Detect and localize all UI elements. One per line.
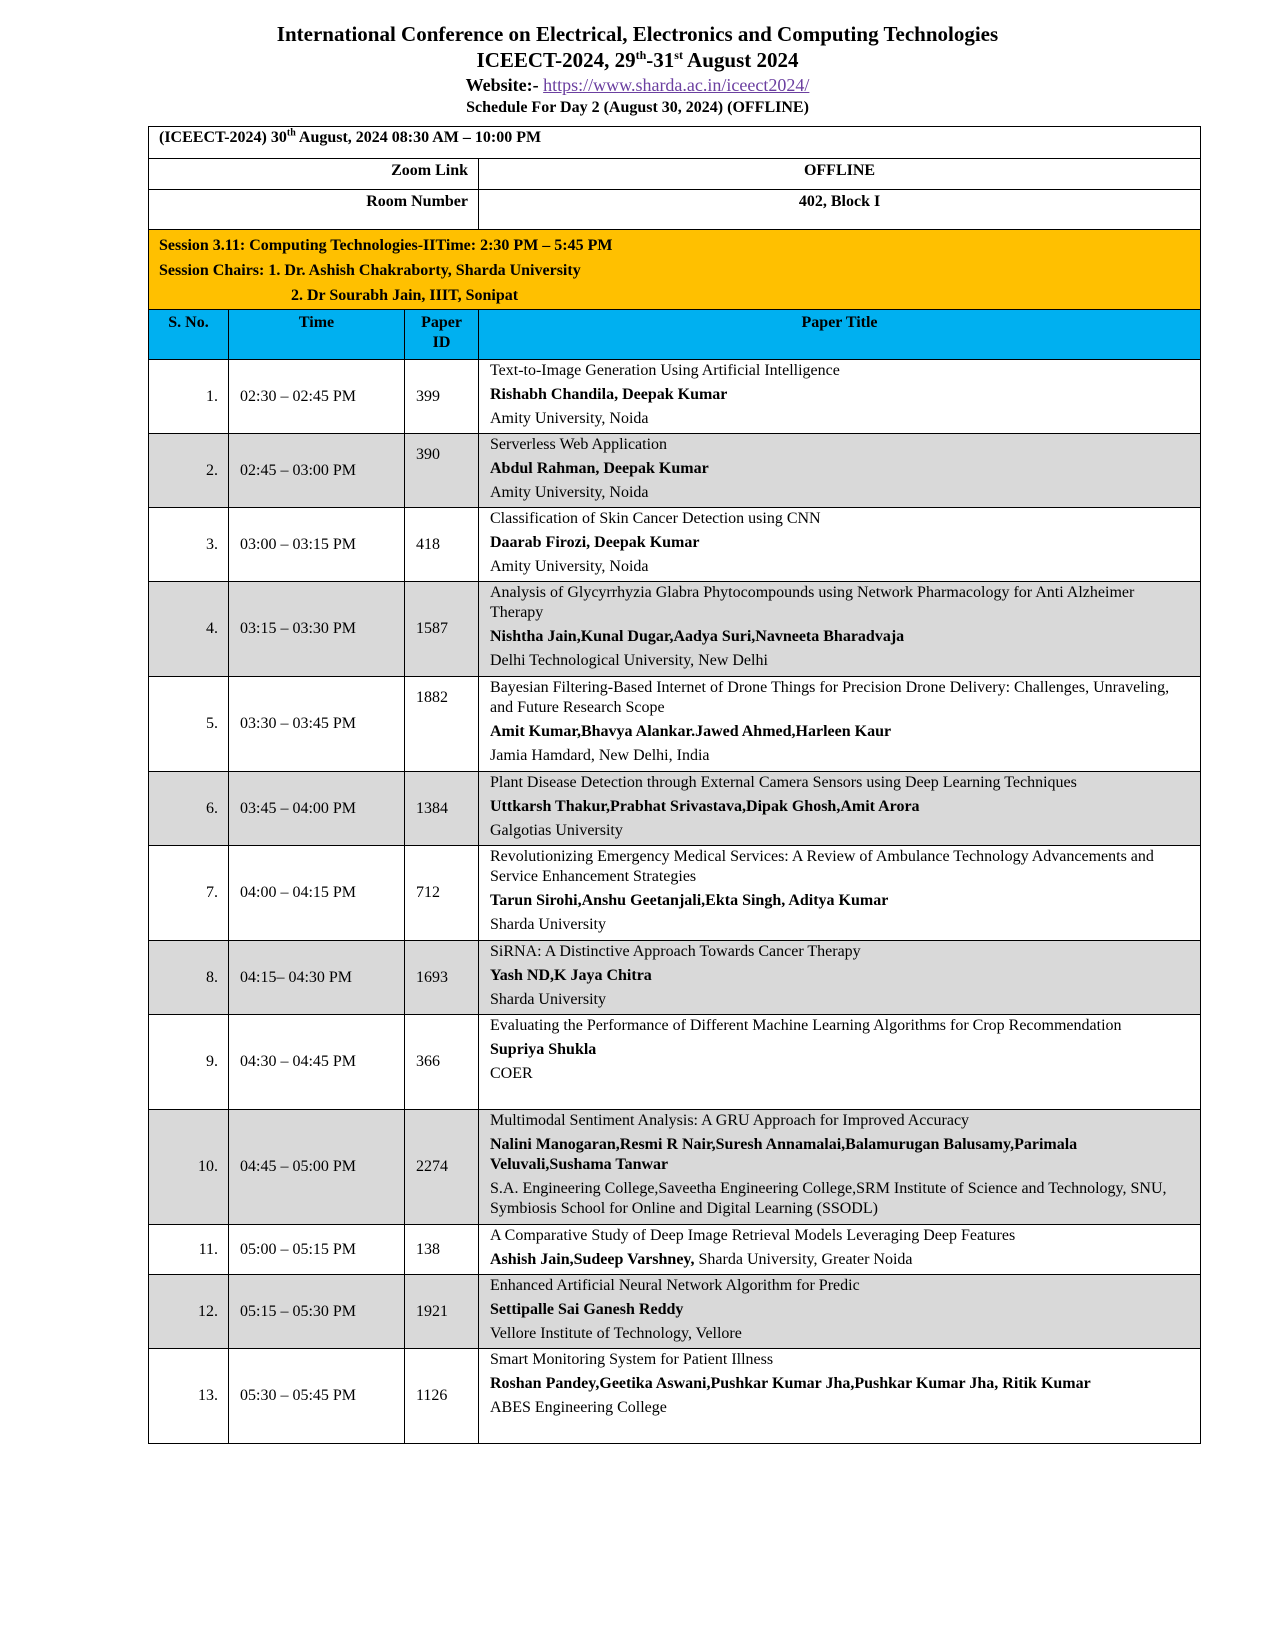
paper-authors [490,627,1190,647]
time-slot: 04:45 – 05:00 PM [229,1110,405,1225]
paper-details [479,582,1201,677]
paper-authors [490,1374,1190,1394]
room-value: 402, Block I [479,190,1201,230]
paper-authors [490,385,1190,405]
date-cell: (ICEECT-2024) 30th August, 2024 08:30 AM – 10:00 PM [149,127,1201,159]
paper-title: Revolutionizing Emergency Medical Services: A Review of Ambulance Technology Advancements and Service Enhancement Strategies [490,848,1154,885]
serial-number: 7. [149,846,229,941]
authors-text: Ashish Jain,Sudeep Varshney, [490,1251,695,1268]
serial-number: 6. [149,772,229,846]
paper-id: 1384 [405,772,479,846]
zoom-row [149,159,1201,190]
table-row [149,1015,1201,1110]
paper-affiliation: Amity University, Noida [490,484,649,501]
paper-id: 1882 [405,677,479,772]
col-time: Time [229,310,405,360]
paper-id: 138 [405,1225,479,1275]
authors-text: Rishabh Chandila, Deepak Kumar [490,386,728,403]
authors-text: Supriya Shukla [490,1041,597,1058]
authors-text: Amit Kumar,Bhavya Alankar.Jawed Ahmed,Harleen Kaur [490,723,892,740]
authors-text: Nishtha Jain,Kunal Dugar,Aadya Suri,Navneeta Bharadvaja [490,628,905,645]
table-row [149,677,1201,772]
paper-authors [490,459,1190,479]
paper-title: Multimodal Sentiment Analysis: A GRU Approach for Improved Accuracy [490,1112,970,1129]
paper-affiliation: Jamia Hamdard, New Delhi, India [490,747,710,764]
room-label: Room Number [149,190,479,230]
serial-number: 3. [149,508,229,582]
time-slot: 04:00 – 04:15 PM [229,846,405,941]
authors-text: Tarun Sirohi,Anshu Geetanjali,Ekta Singh, Aditya Kumar [490,892,889,909]
serial-number: 9. [149,1015,229,1110]
day-schedule-title: Schedule For Day 2 (August 30, 2024) (OFFLINE) [466,99,809,116]
session-row [149,230,1201,310]
paper-affiliation: Sharda University [490,916,606,933]
paper-details [479,1015,1201,1110]
paper-details [479,846,1201,941]
paper-authors [490,1250,1190,1270]
serial-number: 5. [149,677,229,772]
paper-authors [490,891,1190,911]
paper-affiliation: ABES Engineering College [490,1399,667,1416]
paper-title: Plant Disease Detection through External Camera Sensors using Deep Learning Techniques [490,774,1077,791]
paper-id: 399 [405,360,479,434]
table-row [149,941,1201,1015]
paper-title: Serverless Web Application [490,436,668,453]
serial-number: 8. [149,941,229,1015]
paper-details [479,772,1201,846]
serial-number: 12. [149,1275,229,1349]
serial-number: 1. [149,360,229,434]
paper-authors [490,1040,1190,1060]
paper-title: SiRNA: A Distinctive Approach Towards Cancer Therapy [490,943,861,960]
serial-number: 11. [149,1225,229,1275]
paper-affiliation: Delhi Technological University, New Delhi [490,652,768,669]
session-chair-2: 2. Dr Sourabh Jain, IIIT, Sonipat [291,287,519,304]
paper-details [479,434,1201,508]
authors-text: Abdul Rahman, Deepak Kumar [490,460,709,477]
paper-id: 1693 [405,941,479,1015]
paper-authors [490,1300,1190,1320]
paper-authors [490,533,1190,553]
table-row [149,846,1201,941]
col-sno: S. No. [149,310,229,360]
column-header-row [149,310,1201,360]
authors-text: Nalini Manogaran,Resmi R Nair,Suresh Annamalai,Balamurugan Balusamy,Parimala Veluvali,Sushama Tanwar [490,1136,1078,1173]
paper-details [479,1275,1201,1349]
paper-id: 366 [405,1015,479,1110]
paper-affiliation: COER [490,1065,533,1082]
paper-affiliation: Amity University, Noida [490,410,649,427]
table-row [149,1349,1201,1444]
paper-affiliation: Sharda University, Greater Noida [694,1251,913,1268]
time-slot: 03:15 – 03:30 PM [229,582,405,677]
date-row [149,127,1201,159]
paper-id: 390 [405,434,479,508]
zoom-value: OFFLINE [479,159,1201,190]
paper-title: Classification of Skin Cancer Detection using CNN [490,510,821,527]
table-row [149,1110,1201,1225]
authors-text: Yash ND,K Jaya Chitra [490,967,652,984]
table-row [149,582,1201,677]
paper-authors [490,722,1190,742]
time-slot: 02:30 – 02:45 PM [229,360,405,434]
time-slot: 05:30 – 05:45 PM [229,1349,405,1444]
paper-details [479,677,1201,772]
time-slot: 05:15 – 05:30 PM [229,1275,405,1349]
paper-affiliation: Vellore Institute of Technology, Vellore [490,1325,742,1342]
paper-id: 712 [405,846,479,941]
serial-number: 2. [149,434,229,508]
paper-affiliation: Sharda University [490,991,606,1008]
paper-affiliation: Amity University, Noida [490,558,649,575]
serial-number: 4. [149,582,229,677]
website-link[interactable]: https://www.sharda.ac.in/iceect2024/ [543,75,810,95]
paper-authors [490,1135,1190,1175]
time-slot: 03:30 – 03:45 PM [229,677,405,772]
paper-details [479,508,1201,582]
paper-id: 1587 [405,582,479,677]
session-cell [149,230,1201,310]
time-slot: 05:00 – 05:15 PM [229,1225,405,1275]
serial-number: 13. [149,1349,229,1444]
paper-title: A Comparative Study of Deep Image Retrieval Models Leveraging Deep Features [490,1227,1016,1244]
paper-title: Smart Monitoring System for Patient Illness [490,1351,774,1368]
table-row [149,360,1201,434]
time-slot: 03:45 – 04:00 PM [229,772,405,846]
authors-text: Daarab Firozi, Deepak Kumar [490,534,700,551]
time-slot: 04:15– 04:30 PM [229,941,405,1015]
paper-affiliation: S.A. Engineering College,Saveetha Engineering College,SRM Institute of Science and Technology, SNU, Symbiosis School for Online and Digital Learning (SSODL) [490,1180,1167,1217]
paper-details [479,360,1201,434]
table-row [149,508,1201,582]
paper-id: 418 [405,508,479,582]
paper-details [479,941,1201,1015]
paper-title: Enhanced Artificial Neural Network Algorithm for Predic [490,1277,860,1294]
paper-title: Analysis of Glycyrrhyzia Glabra Phytocompounds using Network Pharmacology for Anti Alzheimer Therapy [490,584,1135,621]
session-chairs: Session Chairs: 1. Dr. Ashish Chakraborty, Sharda University [159,262,581,279]
paper-id: 1126 [405,1349,479,1444]
table-row [149,1275,1201,1349]
time-slot: 04:30 – 04:45 PM [229,1015,405,1110]
time-slot: 02:45 – 03:00 PM [229,434,405,508]
authors-text: Uttkarsh Thakur,Prabhat Srivastava,Dipak Ghosh,Amit Arora [490,798,920,815]
conference-title: International Conference on Electrical, Electronics and Computing Technologies [276,22,999,46]
document-header [0,22,1275,118]
zoom-label: Zoom Link [149,159,479,190]
paper-id: 1921 [405,1275,479,1349]
paper-authors [490,797,1190,817]
paper-id: 2274 [405,1110,479,1225]
conference-dates: ICEECT-2024, 29th-31st August 2024 [476,48,799,72]
authors-text: Roshan Pandey,Geetika Aswani,Pushkar Kumar Jha,Pushkar Kumar Jha, Ritik Kumar [490,1375,1091,1392]
schedule-table [148,126,1201,1444]
room-row [149,190,1201,230]
col-paper-id: Paper ID [405,310,479,360]
paper-details [479,1349,1201,1444]
col-paper-title: Paper Title [479,310,1201,360]
paper-authors [490,966,1190,986]
paper-title: Bayesian Filtering-Based Internet of Drone Things for Precision Drone Delivery: Challenges, Unraveling, and Future Research Scope [490,679,1170,716]
table-row [149,1225,1201,1275]
session-title: Session 3.11: Computing Technologies-IITime: 2:30 PM – 5:45 PM [159,237,613,254]
paper-affiliation: Galgotias University [490,822,623,839]
table-row [149,772,1201,846]
table-row [149,434,1201,508]
time-slot: 03:00 – 03:15 PM [229,508,405,582]
paper-rows [149,360,1201,1444]
paper-title: Evaluating the Performance of Different Machine Learning Algorithms for Crop Recommendation [490,1017,1122,1034]
paper-details [479,1225,1201,1275]
website-line: Website:- https://www.sharda.ac.in/iceect2024/ [465,75,810,95]
serial-number: 10. [149,1110,229,1225]
authors-text: Settipalle Sai Ganesh Reddy [490,1301,684,1318]
paper-details [479,1110,1201,1225]
paper-title: Text-to-Image Generation Using Artificial Intelligence [490,362,840,379]
